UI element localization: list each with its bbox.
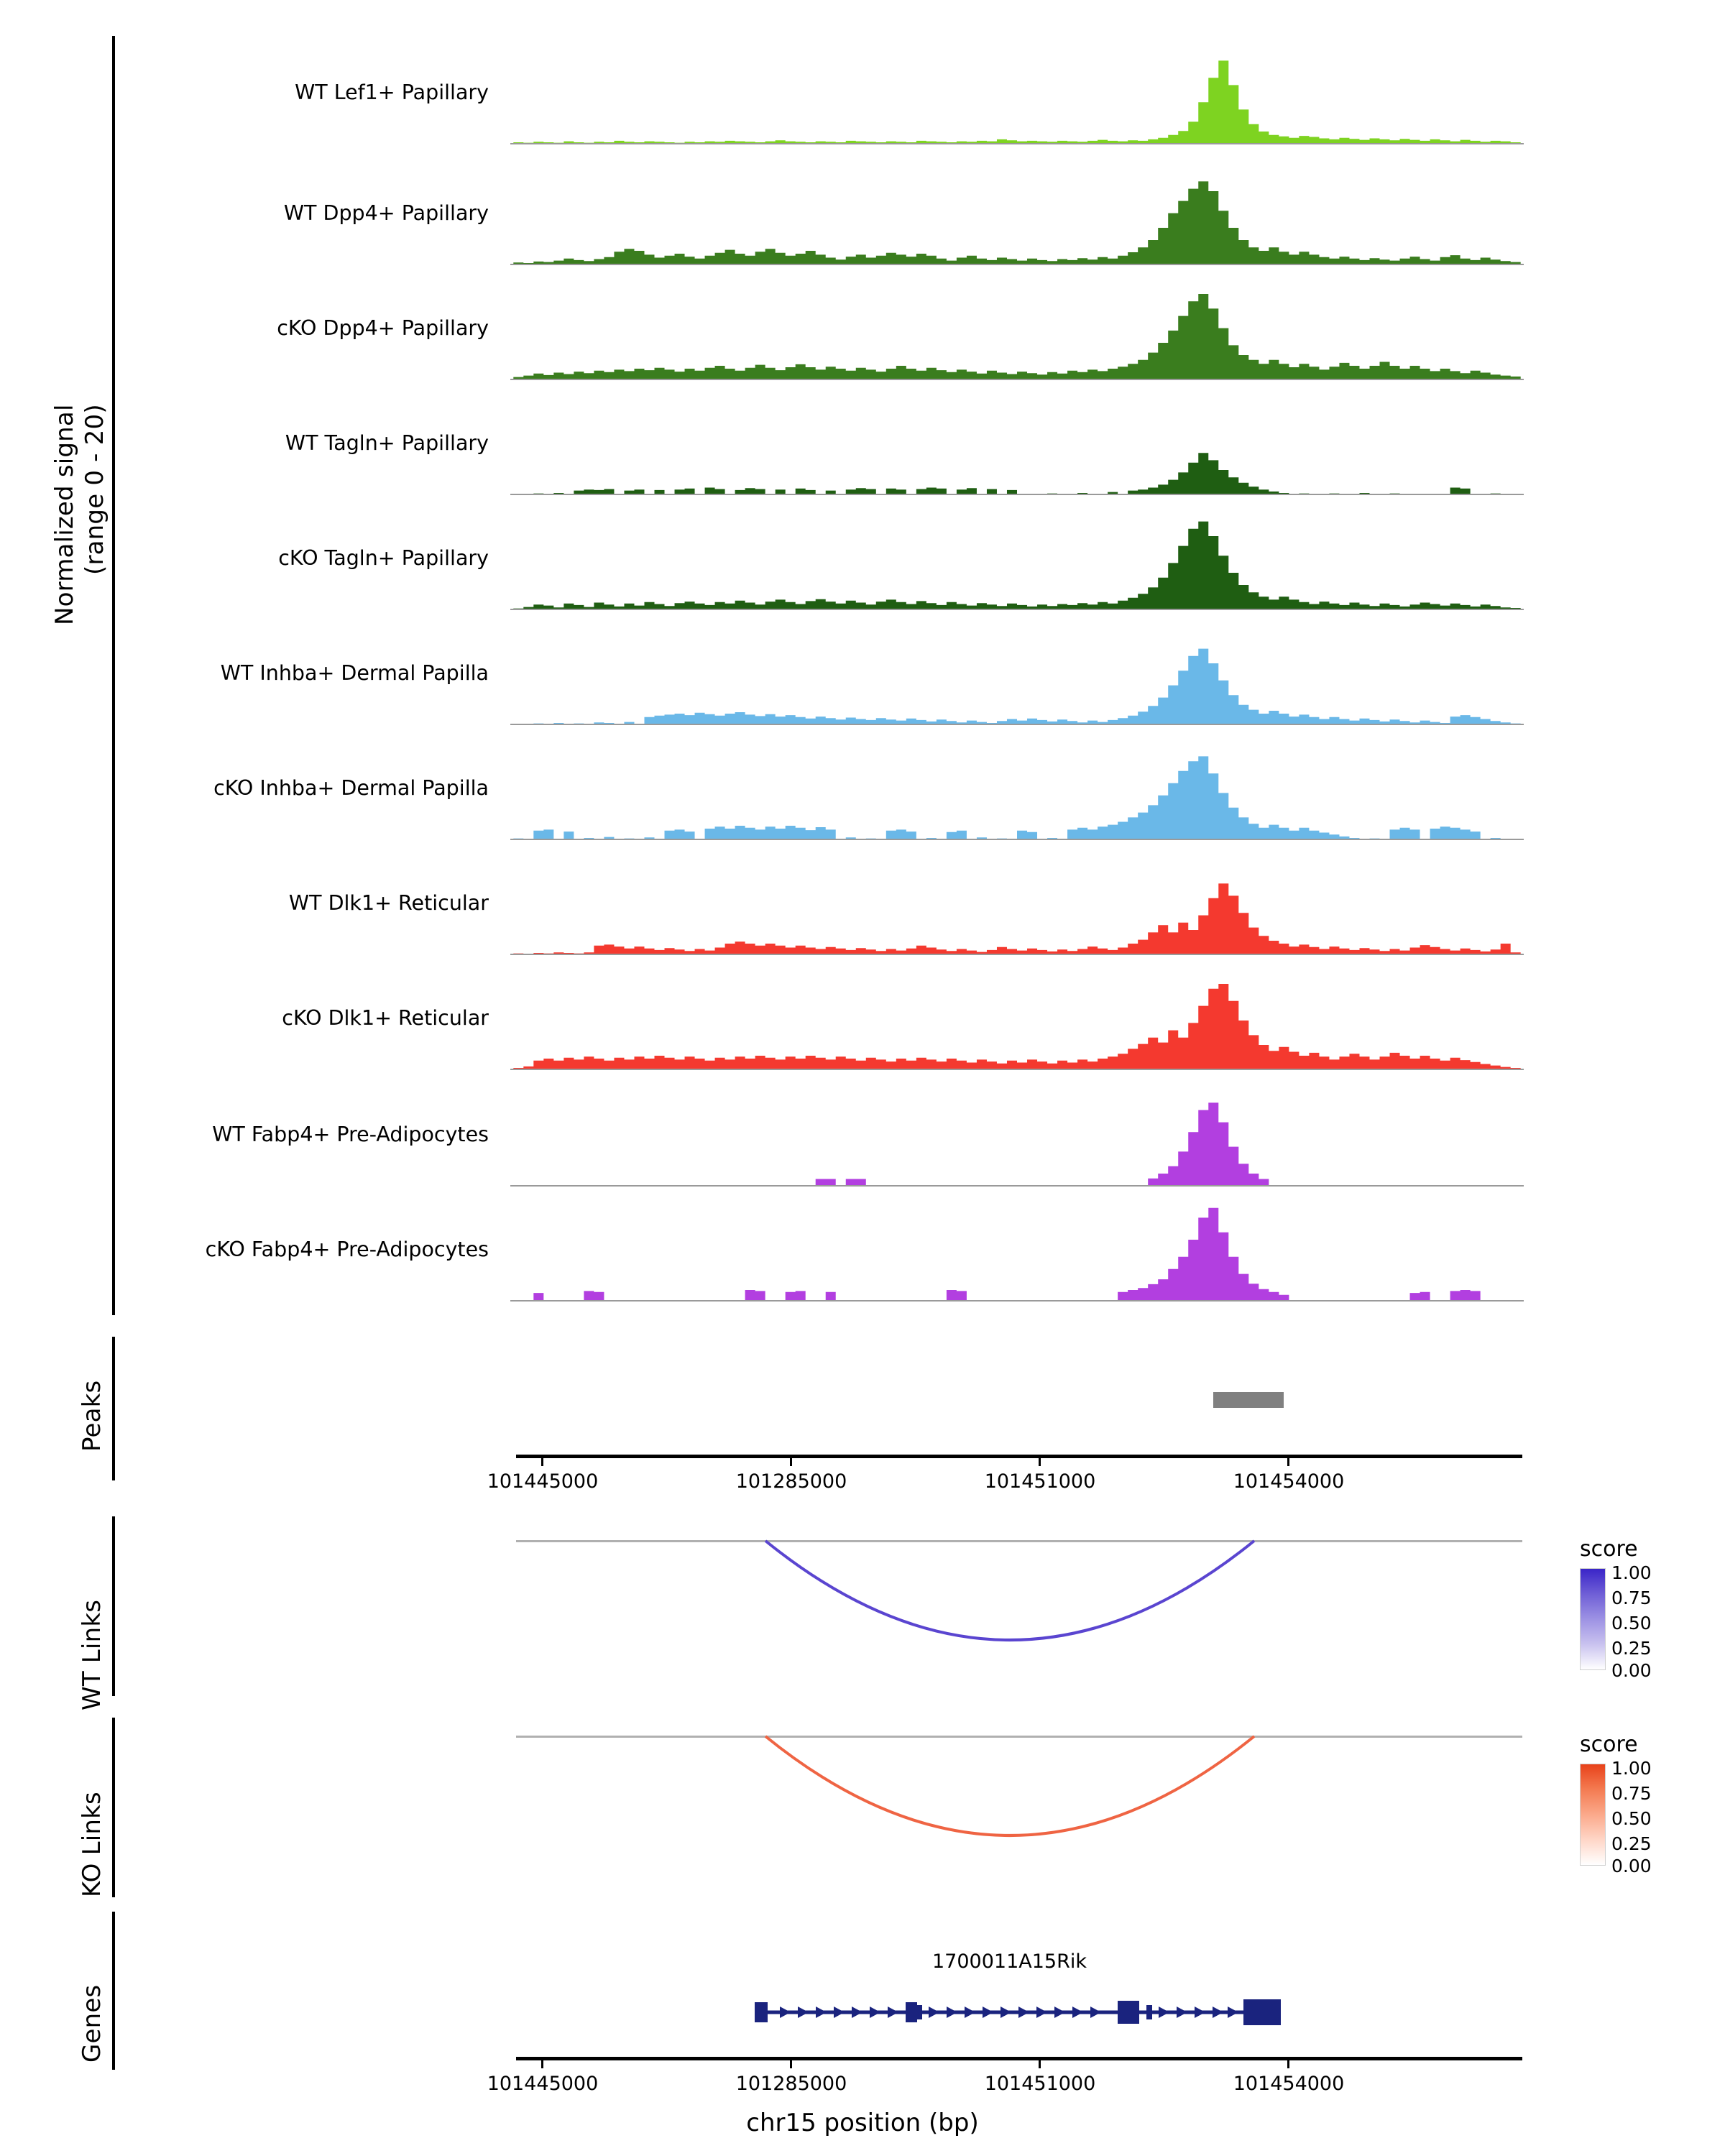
track-area-3 bbox=[503, 394, 1531, 498]
track-label-0: WT Lef1+ Papillary bbox=[295, 80, 489, 104]
lower-x-ticklabel-2: 101451000 bbox=[984, 2073, 1096, 2095]
track-signal-0 bbox=[503, 43, 1531, 147]
track-label-1: WT Dpp4+ Papillary bbox=[283, 201, 489, 225]
wt-links-axis-spine bbox=[112, 1516, 115, 1696]
upper-x-ticklabel-0: 101445000 bbox=[487, 1470, 599, 1493]
lower-x-tick-0 bbox=[541, 2057, 543, 2068]
upper-x-tick-2 bbox=[1039, 1455, 1041, 1466]
ko-legend-colorbar bbox=[1580, 1764, 1606, 1866]
track-label-5: WT Inhba+ Dermal Papilla bbox=[220, 661, 489, 685]
track-area-9 bbox=[503, 1085, 1531, 1189]
y-axis-label-line1: Normalized signal bbox=[50, 404, 79, 625]
peaks-axis-spine bbox=[112, 1337, 115, 1480]
wt-legend-value-3: 0.25 bbox=[1611, 1638, 1652, 1659]
track-label-9: WT Fabp4+ Pre-Adipocytes bbox=[212, 1123, 489, 1146]
track-area-1 bbox=[503, 164, 1531, 268]
x-axis-title: chr15 position (bp) bbox=[746, 2109, 979, 2137]
track-signal-4 bbox=[503, 509, 1531, 613]
upper-x-tick-0 bbox=[541, 1455, 543, 1466]
track-area-0 bbox=[503, 43, 1531, 147]
gene-model bbox=[503, 1991, 1531, 2041]
peak-bar bbox=[1213, 1392, 1284, 1408]
lower-x-tick-1 bbox=[790, 2057, 792, 2068]
ko-links-section-label: KO Links bbox=[78, 1792, 106, 1897]
wt-legend-title: score bbox=[1580, 1537, 1638, 1562]
wt-legend-value-1: 0.75 bbox=[1611, 1588, 1652, 1608]
track-label-8: cKO Dlk1+ Reticular bbox=[282, 1006, 489, 1030]
track-area-7 bbox=[503, 854, 1531, 958]
ko-legend-value-2: 0.50 bbox=[1611, 1808, 1652, 1829]
peaks-section-label: Peaks bbox=[78, 1380, 106, 1452]
wt-links-section-label: WT Links bbox=[78, 1599, 106, 1710]
track-signal-8 bbox=[503, 969, 1531, 1073]
lower-x-ticklabel-3: 101454000 bbox=[1233, 2073, 1345, 2095]
upper-x-tick-3 bbox=[1287, 1455, 1289, 1466]
track-area-10 bbox=[503, 1200, 1531, 1304]
track-label-10: cKO Fabp4+ Pre-Adipocytes bbox=[205, 1238, 489, 1261]
track-label-7: WT Dlk1+ Reticular bbox=[288, 891, 489, 915]
track-signal-3 bbox=[503, 394, 1531, 498]
ko-links-arc bbox=[503, 1719, 1531, 1899]
ko-legend-value-1: 0.75 bbox=[1611, 1783, 1652, 1804]
ko-legend-value-0: 1.00 bbox=[1611, 1758, 1652, 1779]
wt-links-arc bbox=[503, 1524, 1531, 1703]
ko-legend-title: score bbox=[1580, 1732, 1638, 1757]
track-signal-5 bbox=[503, 624, 1531, 728]
track-area-4 bbox=[503, 509, 1531, 613]
lower-x-axis-line bbox=[516, 2057, 1522, 2060]
track-area-5 bbox=[503, 624, 1531, 728]
track-area-8 bbox=[503, 969, 1531, 1073]
upper-x-axis-line bbox=[516, 1455, 1522, 1458]
track-label-6: cKO Inhba+ Dermal Papilla bbox=[213, 776, 489, 800]
wt-legend-value-2: 0.50 bbox=[1611, 1613, 1652, 1634]
track-signal-6 bbox=[503, 739, 1531, 843]
track-signal-1 bbox=[503, 164, 1531, 268]
ko-legend-value-4: 0.00 bbox=[1611, 1856, 1652, 1876]
wt-legend-value-4: 0.00 bbox=[1611, 1660, 1652, 1681]
wt-legend-value-0: 1.00 bbox=[1611, 1562, 1652, 1583]
upper-x-ticklabel-3: 101454000 bbox=[1233, 1470, 1345, 1493]
track-label-4: cKO Tagln+ Papillary bbox=[278, 546, 489, 570]
upper-x-tick-1 bbox=[790, 1455, 792, 1466]
wt-legend-colorbar bbox=[1580, 1568, 1606, 1670]
track-signal-10 bbox=[503, 1200, 1531, 1304]
track-area-2 bbox=[503, 279, 1531, 383]
genes-axis-spine bbox=[112, 1912, 115, 2070]
upper-x-ticklabel-1: 101285000 bbox=[735, 1470, 847, 1493]
upper-x-ticklabel-2: 101451000 bbox=[984, 1470, 1096, 1493]
track-label-2: cKO Dpp4+ Papillary bbox=[277, 316, 489, 340]
track-signal-7 bbox=[503, 854, 1531, 958]
lower-x-tick-3 bbox=[1287, 2057, 1289, 2068]
track-label-3: WT Tagln+ Papillary bbox=[285, 431, 489, 455]
track-area-6 bbox=[503, 739, 1531, 843]
y-axis-label-line2: (range 0 - 20) bbox=[80, 404, 109, 575]
ko-links-axis-spine bbox=[112, 1718, 115, 1897]
lower-x-ticklabel-1: 101285000 bbox=[735, 2073, 847, 2095]
track-signal-9 bbox=[503, 1085, 1531, 1189]
gene-label: 1700011A15Rik bbox=[932, 1950, 1087, 1973]
lower-x-ticklabel-0: 101445000 bbox=[487, 2073, 599, 2095]
lower-x-tick-2 bbox=[1039, 2057, 1041, 2068]
ko-legend-value-3: 0.25 bbox=[1611, 1833, 1652, 1854]
genes-section-label: Genes bbox=[78, 1984, 106, 2063]
track-signal-2 bbox=[503, 279, 1531, 383]
